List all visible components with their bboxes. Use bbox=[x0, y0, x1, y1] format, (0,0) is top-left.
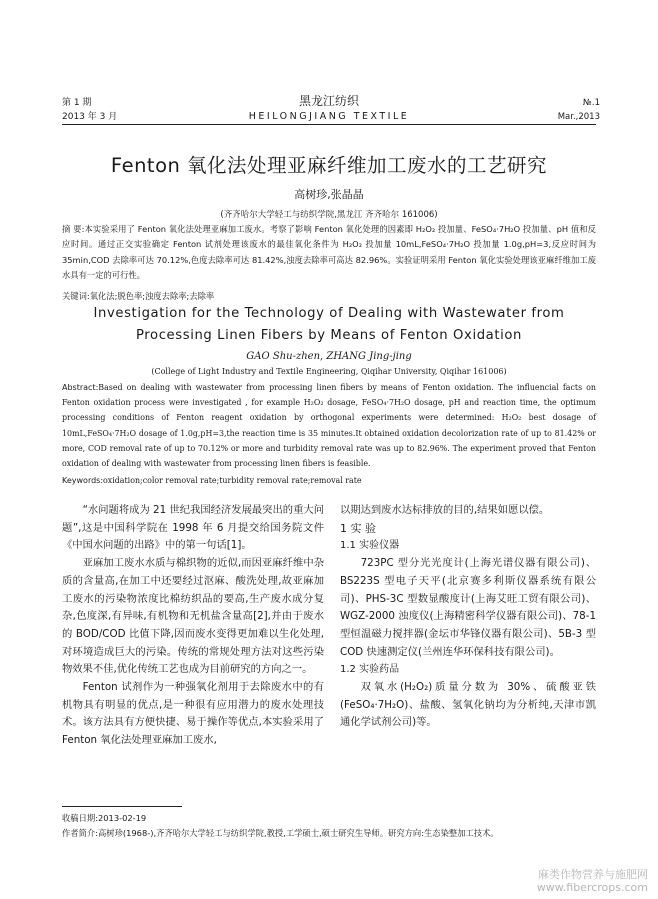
header-rule bbox=[62, 124, 596, 125]
body-paragraph: 723PC 型分光光度计(上海光谱仪器有限公司)、BS223S 型电子天平(北京赛多利斯仪器系统有限公司)、PHS-3C 型数显酸度计(上海艾旺工贸有限公司)、WGZ-2000 浊度仪(上海精密科学仪器有限公司)、78-1 型恒温磁力搅拌器(金坛市华锋仪器有限公司)、5B-3 型 COD 快速测定仪(兰州连华环保科技有限公司)。 bbox=[340, 557, 596, 658]
date-cn: 2013 年 3 月 bbox=[62, 112, 118, 122]
authors-en: GAO Shu-zhen, ZHANG Jing-jing bbox=[246, 351, 412, 362]
abstract-en-label: Abstract: bbox=[62, 383, 99, 392]
date-en: Mar.,2013 bbox=[557, 112, 600, 122]
affiliation-cn: (齐齐哈尔大学轻工与纺织学院,黑龙江 齐齐哈尔 161006) bbox=[220, 210, 438, 220]
keywords-en-label: Keywords: bbox=[62, 476, 104, 485]
abstract-en bbox=[62, 380, 596, 471]
body-paragraph: Fenton 试剂作为一种强氧化剂用于去除废水中的有机物具有明显的优点,是一种很有应用潜力的废水处理技术。该方法具有方便快捷、易于操作等优点,本实验采用了 Fenton 氧化法处理亚麻加工废水, bbox=[62, 681, 324, 747]
author-intro: 作者简介:高树珍(1968-),齐齐哈尔大学轻工与纺织学院,教授,工学硕士,硕士研究生导师。研究方向:生态染整加工技术。 bbox=[62, 828, 499, 838]
abstract-en-text: Based on dealing with wastewater from processing linen fibers by means of Fenton oxidation. The influencial facts on Fenton oxidation process were investigated , for example H₂O₂ dosage, FeSO₄·7H₂O dosage, pH and reaction time, the optimum processing conditions of Fenton reagent oxidation by orthogonal experiments were determined: H₂O₂ best dosage of 10mL,FeSO₄·7H₂O dosage of 1.0g,pH=3,the reaction time is 35 minutes.It obtained oxidation decolorization rate of up to 81.42% or more, COD removal rate of up to 70.12% or more and turbidity removal rate was up to 82.96%. The experiment proved that Fenton oxidation of dealing with wastewater from processing linen fibers is feasible. bbox=[62, 383, 596, 469]
body-paragraph: 以期达到废水达标排放的目的,结果如愿以偿。 bbox=[340, 504, 550, 516]
body-left-column bbox=[62, 502, 324, 750]
paper-title-en bbox=[0, 303, 658, 347]
watermark-line1: 麻类作物营养与施肥网 bbox=[538, 868, 648, 881]
issue-en: №.1 bbox=[583, 98, 600, 108]
watermark bbox=[537, 868, 648, 894]
subsection-heading-1-2: 1.2 实验药品 bbox=[340, 664, 400, 676]
header-right bbox=[558, 96, 600, 124]
body-right-column bbox=[340, 502, 596, 732]
subsection-heading-1-1: 1.1 实验仪器 bbox=[340, 540, 400, 552]
journal-name-cn: 黑龙江纺织 bbox=[298, 94, 359, 108]
paper-title-en-line2: Processing Linen Fibers by Means of Fenton Oxidation bbox=[135, 328, 523, 343]
watermark-line2: www.fibercrops.com bbox=[536, 881, 648, 894]
issue-cn: 第 1 期 bbox=[62, 98, 92, 108]
abstract-cn-label: 摘 要: bbox=[62, 224, 85, 234]
body-paragraph: 双氧水(H₂O₂)质量分数为 30%、硫酸亚铁(FeSO₄·7H₂O)、盐酸、氢氧化钠均为分析纯,天津市凯通化学试剂公司)等。 bbox=[340, 681, 596, 729]
body-paragraph: 亚麻加工废水水质与棉织物的近似,而因亚麻纤维中杂质的含量高,在加工中还要经过沤麻、酸洗处理,故亚麻加工废水的污染物浓度比棉纺织品的要高,生产废水成分复杂,色度深,有异味,有机物和无机盐含量高[2],并由于废水的 BOD/COD 比值下降,因而废水变得更加难以生化处理,对环境造成巨大的污染。传统的常规处理方法对这些污染物效果不佳,优化传统工艺也成为目前研究的方向之一。 bbox=[62, 557, 324, 676]
body-paragraph: “水问题将成为 21 世纪我国经济发展最突出的重大问题”,这是中国科学院在 1998 年 6 月提交给国务院文件《中国水问题的出路》中的第一句话[1]。 bbox=[62, 504, 324, 552]
abstract-cn-text: 本实验采用了 Fenton 氧化法处理亚麻加工废水。考察了影响 Fenton 氧化处理的因素即 H₂O₂ 投加量、FeSO₄·7H₂O 投加量、pH 值和反应时间。通过正交实验确定 Fenton 试剂处理该废水的最佳氧化条件为 H₂O₂ 投加量 10mL,FeSO₄·7H₂O 投加量 1.0g,pH=3,反应时间为 35min,COD 去除率可达 70.12%,色度去除率可达 81.42%,浊度去除率可高达 82.96%。实验证明采用 Fenton 氧化实验处理该亚麻纤维加工废水具有一定的可行性。 bbox=[62, 224, 596, 280]
keywords-en bbox=[62, 476, 362, 485]
affiliation-en: (College of Light Industry and Textile Engineering, Qiqihar University, Qiqihar 161006) bbox=[151, 367, 507, 376]
section-heading-1: 1 实 验 bbox=[340, 521, 376, 535]
journal-name-en: HEILONGJIANG TEXTILE bbox=[248, 111, 410, 122]
received-date: 收稿日期:2013-02-19 bbox=[62, 813, 147, 823]
paper-title-cn: Fenton 氧化法处理亚麻纤维加工废水的工艺研究 bbox=[110, 154, 548, 177]
footnote-rule bbox=[62, 806, 182, 807]
keywords-cn-text: 氧化法;脱色率;浊度去除率;去除率 bbox=[89, 291, 215, 301]
keywords-cn bbox=[62, 290, 214, 302]
keywords-cn-label: 关键词: bbox=[62, 291, 90, 301]
abstract-cn bbox=[62, 222, 596, 283]
keywords-en-text: oxidation;color removal rate;turbidity removal rate;removal rate bbox=[103, 476, 362, 485]
authors-cn: 高树珍,张晶晶 bbox=[294, 188, 364, 201]
paper-title-en-line1: Investigation for the Technology of Dealing with Wastewater from bbox=[93, 306, 565, 321]
footnote bbox=[62, 811, 596, 841]
